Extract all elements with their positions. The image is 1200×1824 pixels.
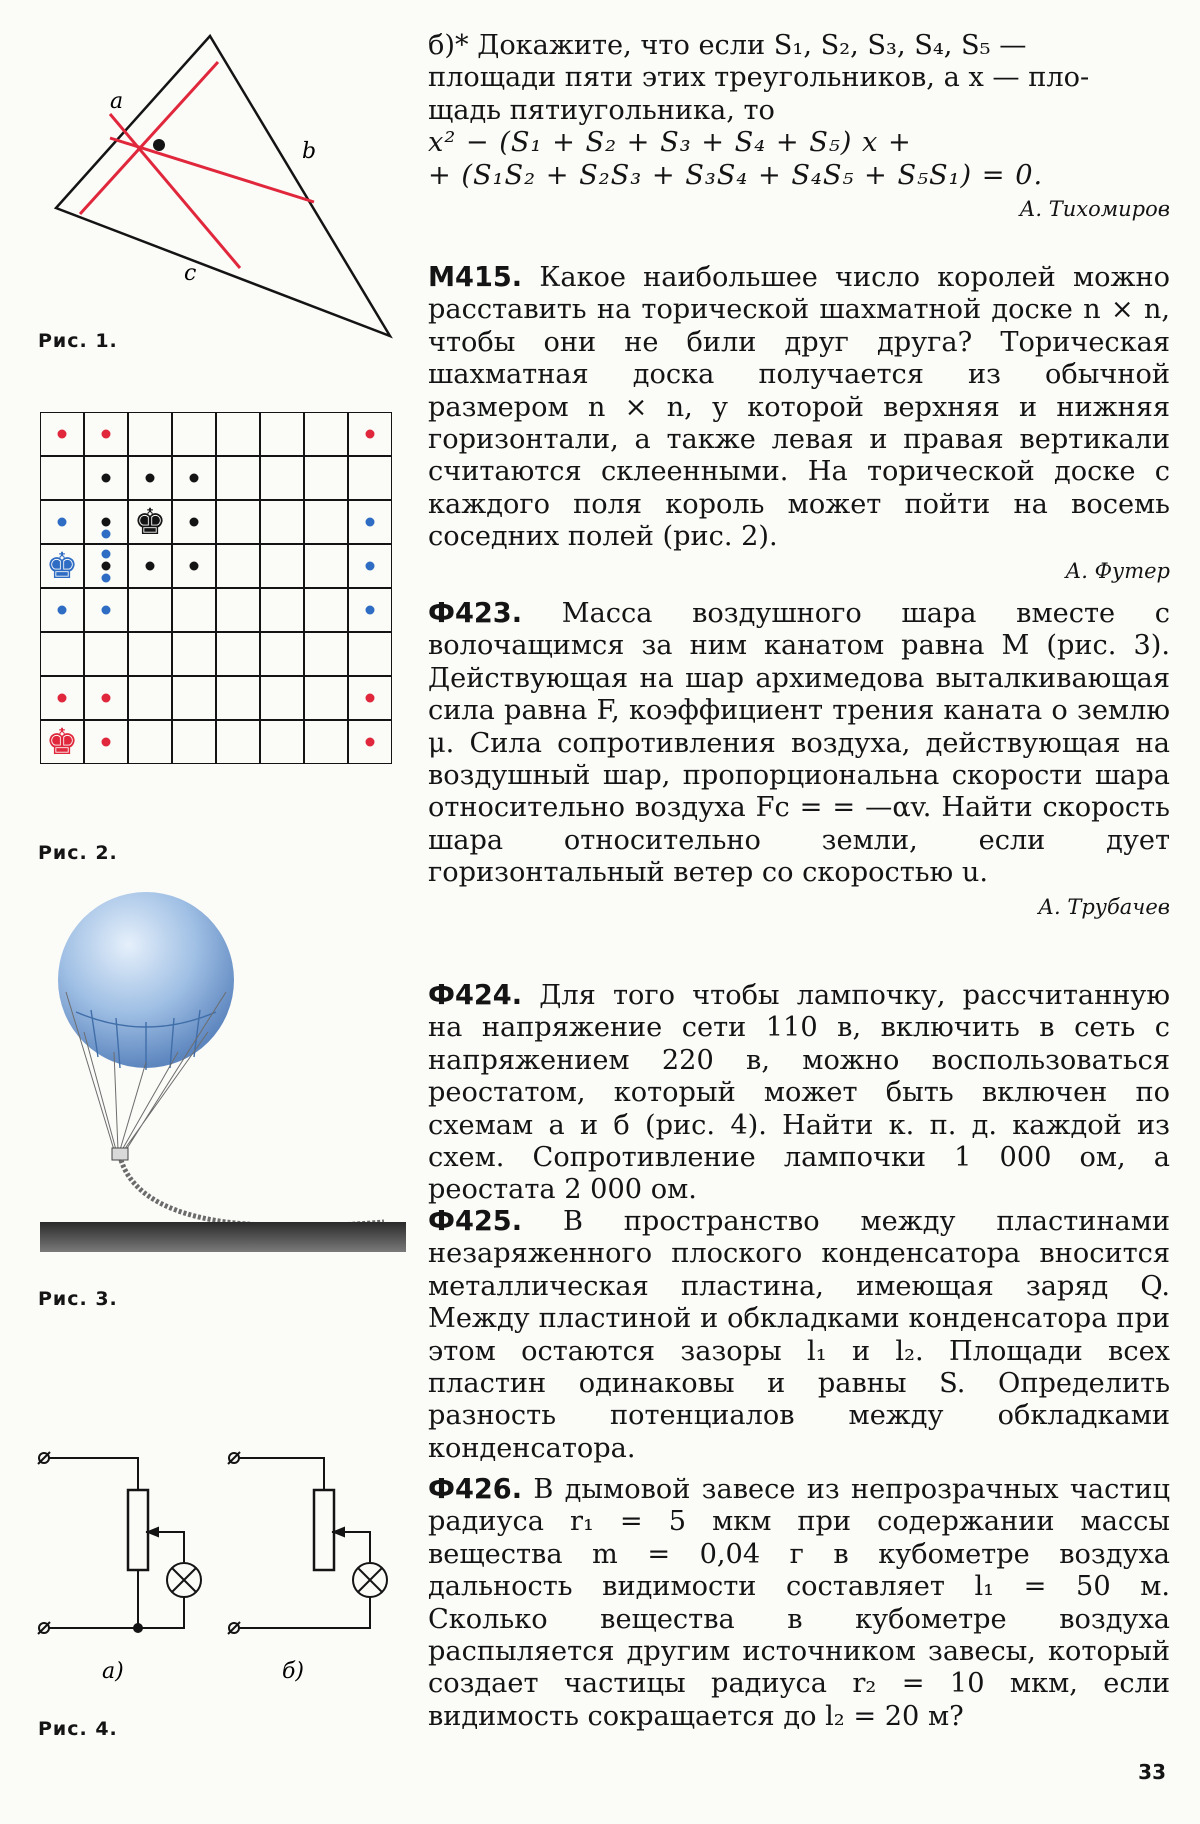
problem-f424	[428, 980, 1170, 1207]
board-cell	[216, 676, 260, 720]
move-dot	[58, 430, 67, 439]
move-dot	[102, 738, 111, 747]
move-dot	[146, 562, 155, 571]
board-cell	[304, 676, 348, 720]
part-b-line-2: площади пяти этих треугольников, а x — пло-	[428, 62, 1090, 94]
move-dot	[58, 694, 67, 703]
intersection-point	[153, 139, 165, 151]
label-circuit-a: а)	[102, 1659, 124, 1684]
board-cell	[172, 632, 216, 676]
board-cell	[304, 588, 348, 632]
board-cell	[172, 412, 216, 456]
problem-id: Ф425.	[428, 1206, 523, 1237]
board-cell	[260, 412, 304, 456]
figure-4-circuits	[34, 1440, 404, 1690]
problem-id: Ф423.	[428, 598, 523, 629]
balloon-basket	[112, 1148, 128, 1160]
board-cell	[128, 720, 172, 764]
move-dot	[366, 606, 375, 615]
figure-2-chessboard	[40, 412, 392, 764]
board-cell	[304, 412, 348, 456]
board-cell	[304, 500, 348, 544]
move-dot	[102, 530, 111, 539]
board-cell	[216, 456, 260, 500]
board-cell	[304, 456, 348, 500]
board-cell	[216, 500, 260, 544]
problem-text: Масса воздушного шара вместе с волочащимся за ним канатом равна M (рис. 3). Действующая на шар архимедова выталкивающая сила равна F, коэффициент трения каната о землю μ. Сила сопротивления воздуха, действующая на воздушный шар, пропорциональна скорости шара относительно воздуха Fc = = —αv. Найти скорость шара относительно земли, если дует горизонтальный ветер со скоростью u.	[428, 598, 1170, 889]
board-cell	[172, 588, 216, 632]
board-cell	[260, 632, 304, 676]
figure-3-balloon	[36, 892, 406, 1252]
move-dot	[146, 474, 155, 483]
label-b: b	[302, 139, 317, 164]
problem-id: M415.	[428, 262, 523, 293]
move-dot	[58, 606, 67, 615]
board-cell	[172, 676, 216, 720]
black-king-piece: ♚	[133, 502, 167, 543]
problem-id: Ф426.	[428, 1474, 523, 1505]
blue-king-piece: ♚	[45, 546, 79, 587]
board-cell	[216, 588, 260, 632]
circuit-a	[38, 1452, 201, 1634]
formula-line-2: + (S₁S₂ + S₂S₃ + S₃S₄ + S₄S₅ + S₅S₁) = 0.	[428, 159, 1044, 191]
red-line-2	[80, 62, 218, 214]
move-dot	[190, 474, 199, 483]
move-dot	[102, 474, 111, 483]
move-dot	[366, 518, 375, 527]
part-b-line-1: б)* Докажите, что если S₁, S₂, S₃, S₄, S₅ —	[428, 30, 1027, 61]
board-cell	[128, 412, 172, 456]
move-dot	[366, 430, 375, 439]
move-dot	[58, 518, 67, 527]
problem-text: Для того чтобы лампочку, рассчитанную на напряжение сети 110 в, включить в сеть с напряжением 220 в, можно воспользоваться реостатом, который может быть включен по схемам а и б (рис. 4). Найти к. п. д. каждой из схем. Сопротивление лампочки 1 000 ом, а реостата 2 000 ом.	[428, 980, 1170, 1206]
fig1-caption: Рис. 1.	[38, 330, 118, 352]
part-b-line-3: щадь пятиугольника, то	[428, 94, 775, 126]
move-dot	[102, 562, 111, 571]
problem-text: Какое наибольшее число королей можно расставить на торической шахматной доске n × n, чтобы они не били друг друга? Торическая шахматная доска получается из обычной размером n × n, у которой верхняя и нижняя горизонтали, а также левая и правая вертикали считаются склеенными. На торической доске с каждого поля король может пойти на восемь соседних полей (рис. 2).	[428, 262, 1170, 553]
problem-id: Ф424.	[428, 980, 523, 1011]
fig4-caption: Рис. 4.	[38, 1718, 118, 1740]
author-tikhomirov: А. Тихомиров	[1019, 197, 1170, 222]
author-futer: А. Футер	[1065, 558, 1170, 583]
board-cell	[128, 632, 172, 676]
red-line-3	[110, 138, 317, 202]
board-cell	[216, 412, 260, 456]
board-cell	[304, 720, 348, 764]
move-dot	[190, 518, 199, 527]
board-cell	[84, 632, 128, 676]
board-cell	[216, 544, 260, 588]
board-cell	[260, 588, 304, 632]
board-cell	[304, 544, 348, 588]
move-dot	[102, 606, 111, 615]
board-cell	[260, 544, 304, 588]
board-cell	[348, 456, 392, 500]
label-circuit-b: б)	[282, 1659, 305, 1684]
board-cell	[172, 720, 216, 764]
move-dot	[102, 430, 111, 439]
board-cell	[260, 676, 304, 720]
fig3-caption: Рис. 3.	[38, 1288, 118, 1310]
board-cell	[216, 720, 260, 764]
problem-m415	[428, 262, 1170, 598]
figure-1-triangle	[40, 28, 410, 348]
move-dot	[366, 738, 375, 747]
red-king-piece: ♚	[45, 722, 79, 763]
move-dot	[102, 694, 111, 703]
label-c: c	[184, 261, 197, 286]
author-trubachev: А. Трубачев	[1038, 894, 1170, 919]
page-number: 33	[1138, 1760, 1166, 1784]
problem-f426	[428, 1474, 1170, 1733]
board-cell	[260, 456, 304, 500]
move-dot	[102, 518, 111, 527]
problem-f423	[428, 598, 1170, 934]
board-cell	[216, 632, 260, 676]
board-cell	[348, 632, 392, 676]
red-line-1	[110, 114, 240, 268]
fig2-caption: Рис. 2.	[38, 842, 118, 864]
board-cell	[260, 500, 304, 544]
drag-cable	[121, 1160, 384, 1226]
board-cell	[40, 456, 84, 500]
problem-text: В пространство между пластинами незаряженного плоского конденсатора вносится металлическая пластина, имеющая заряд Q. Между пластиной и обкладками конденсатора при этом остаются зазоры l₁ и l₂. Площади всех пластин одинаковы и равны S. Определить разность потенциалов между обкладками конденсатора.	[428, 1206, 1170, 1464]
board-cell	[304, 632, 348, 676]
move-dot	[102, 550, 111, 559]
ground	[40, 1222, 406, 1252]
problem-f425	[428, 1206, 1170, 1465]
board-cell	[260, 720, 304, 764]
move-dot	[190, 562, 199, 571]
move-dot	[102, 574, 111, 583]
label-a: a	[110, 89, 124, 114]
part-b-block	[428, 30, 1170, 236]
circuit-b	[228, 1452, 387, 1634]
board-cell	[128, 588, 172, 632]
move-dot	[366, 694, 375, 703]
board-cell	[40, 632, 84, 676]
problem-text: В дымовой завесе из непрозрачных частиц радиуса r₁ = 5 мкм при содержании массы вещества m = 0,04 г в кубометре воздуха дальность видимости составляет l₁ = 50 м. Сколько вещества в кубометре воздуха распыляется другим источником завесы, который создает частицы радиуса r₂ = 10 мкм, если видимость сокращается до l₂ = 20 м?	[428, 1474, 1170, 1732]
formula-line-1: x² − (S₁ + S₂ + S₃ + S₄ + S₅) x +	[428, 127, 912, 159]
board-cell	[128, 676, 172, 720]
move-dot	[366, 562, 375, 571]
